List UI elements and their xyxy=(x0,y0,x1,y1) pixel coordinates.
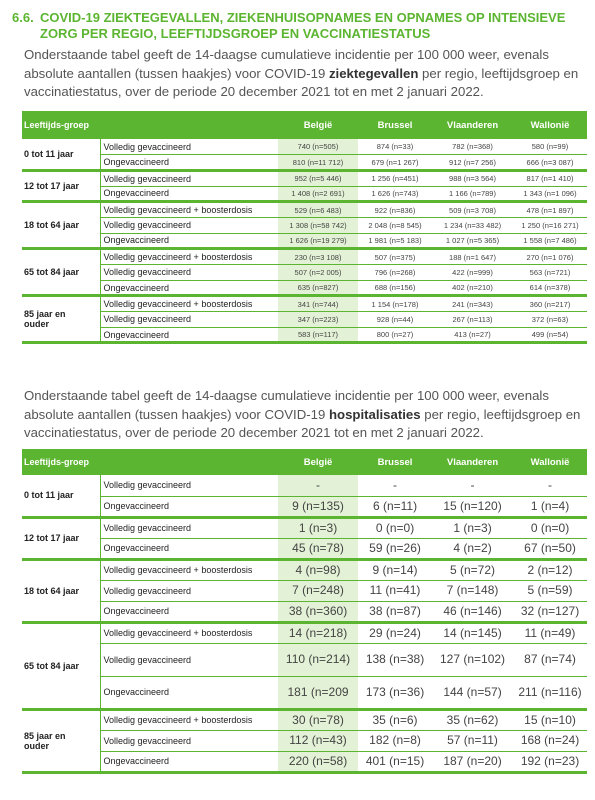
group-label: 85 jaar en ouder xyxy=(22,296,100,343)
table-row xyxy=(22,170,587,186)
status-label: Volledig gevaccineerd + boosterdosis xyxy=(100,202,278,218)
cell-wallonie: 67 (n=50) xyxy=(513,538,587,559)
cell-brussel: 182 (n=8) xyxy=(358,730,432,751)
cell-wallonie: 15 (n=10) xyxy=(513,709,587,730)
cases-intro-text: Onderstaande tabel geeft de 14-daagse cumulatieve incidentie per 100 000 weer, evenals absolute aantallen (tussen haakjes) voor COVID-19 ziektegevallen per regio, leeftijdsgroep en vaccinatiestatus, over de periode 20 december 2021 tot en met 2 januari 2022. xyxy=(24,47,579,99)
cell-wallonie: 666 (n=3 087) xyxy=(513,155,587,171)
cell-belgie: 220 (n=58) xyxy=(278,751,358,772)
cell-wallonie: 478 (n=1 897) xyxy=(513,202,587,218)
table-row xyxy=(22,202,587,218)
status-label: Ongevaccineerd xyxy=(100,601,278,622)
cell-brussel: 9 (n=14) xyxy=(358,559,432,580)
table-row xyxy=(22,296,587,312)
cell-vlaanderen: 15 (n=120) xyxy=(432,496,513,517)
cell-belgie: 38 (n=360) xyxy=(278,601,358,622)
cell-wallonie: 1 343 (n=1 096) xyxy=(513,186,587,202)
cell-wallonie: 614 (n=378) xyxy=(513,280,587,296)
header-group: Leeftijds-groep xyxy=(22,111,278,139)
status-label: Volledig gevaccineerd xyxy=(100,730,278,751)
cell-belgie: 583 (n=117) xyxy=(278,327,358,343)
cell-wallonie: 499 (n=54) xyxy=(513,327,587,343)
table-row xyxy=(22,139,587,155)
cell-belgie: 341 (n=744) xyxy=(278,296,358,312)
cell-wallonie: - xyxy=(513,475,587,496)
cell-vlaanderen: 188 (n=1 647) xyxy=(432,249,513,265)
status-label: Volledig gevaccineerd xyxy=(100,139,278,155)
status-label: Ongevaccineerd xyxy=(100,280,278,296)
cell-brussel: 507 (n=375) xyxy=(358,249,432,265)
cell-belgie: 181 (n=209 xyxy=(278,676,358,709)
cell-belgie: 112 (n=43) xyxy=(278,730,358,751)
status-label: Volledig gevaccineerd xyxy=(100,517,278,538)
cell-vlaanderen: 1 027 (n=5 365) xyxy=(432,233,513,249)
table-row xyxy=(22,559,587,580)
table-row xyxy=(22,622,587,643)
cell-wallonie: 87 (n=74) xyxy=(513,643,587,676)
group-label: 65 tot 84 jaar xyxy=(22,622,100,709)
cell-brussel: 1 981 (n=5 183) xyxy=(358,233,432,249)
cell-wallonie: 0 (n=0) xyxy=(513,517,587,538)
group-label: 85 jaar en ouder xyxy=(22,709,100,772)
cell-brussel: 1 626 (n=743) xyxy=(358,186,432,202)
cases-body xyxy=(22,139,587,343)
cell-belgie: 347 (n=223) xyxy=(278,312,358,328)
cell-vlaanderen: 14 (n=145) xyxy=(432,622,513,643)
cell-wallonie: 11 (n=49) xyxy=(513,622,587,643)
cell-vlaanderen: 35 (n=62) xyxy=(432,709,513,730)
cell-belgie: 1 (n=3) xyxy=(278,517,358,538)
status-label: Volledig gevaccineerd xyxy=(100,217,278,233)
cell-vlaanderen: 1 234 (n=33 482) xyxy=(432,217,513,233)
hospitalisations-body xyxy=(22,475,587,772)
status-label: Volledig gevaccineerd + boosterdosis xyxy=(100,559,278,580)
cell-vlaanderen: 912 (n=7 256) xyxy=(432,155,513,171)
cell-wallonie: 563 (n=721) xyxy=(513,265,587,281)
status-label: Ongevaccineerd xyxy=(100,155,278,171)
group-label: 0 tot 11 jaar xyxy=(22,139,100,170)
cell-vlaanderen: 7 (n=148) xyxy=(432,580,513,601)
header-belgie: België xyxy=(278,449,358,475)
cell-wallonie: 360 (n=217) xyxy=(513,296,587,312)
status-label: Volledig gevaccineerd xyxy=(100,580,278,601)
table-row xyxy=(22,249,587,265)
cell-vlaanderen: - xyxy=(432,475,513,496)
cell-brussel: 11 (n=41) xyxy=(358,580,432,601)
cell-belgie: 1 626 (n=19 279) xyxy=(278,233,358,249)
table-header-row xyxy=(22,111,587,139)
cell-belgie: 1 308 (n=58 742) xyxy=(278,217,358,233)
table-row xyxy=(22,496,587,517)
cell-belgie: 9 (n=135) xyxy=(278,496,358,517)
group-label: 18 tot 64 jaar xyxy=(22,559,100,622)
cell-wallonie: 270 (n=1 076) xyxy=(513,249,587,265)
cases-table xyxy=(22,111,587,344)
status-label: Volledig gevaccineerd xyxy=(100,265,278,281)
status-label: Volledig gevaccineerd + boosterdosis xyxy=(100,622,278,643)
table-row xyxy=(22,280,587,296)
cell-brussel: 2 048 (n=8 545) xyxy=(358,217,432,233)
table-row xyxy=(22,475,587,496)
group-label: 12 tot 17 jaar xyxy=(22,170,100,201)
cell-brussel: 874 (n=33) xyxy=(358,139,432,155)
status-label: Volledig gevaccineerd xyxy=(100,170,278,186)
cell-wallonie: 1 (n=4) xyxy=(513,496,587,517)
status-label: Ongevaccineerd xyxy=(100,751,278,772)
hospitalisations-keyword: hospitalisaties xyxy=(328,406,421,422)
cell-brussel: 35 (n=6) xyxy=(358,709,432,730)
cases-keyword: ziektegevallen xyxy=(328,65,419,81)
cell-wallonie: 1 250 (n=16 271) xyxy=(513,217,587,233)
cell-brussel: 1 154 (n=178) xyxy=(358,296,432,312)
cell-brussel: 1 256 (n=451) xyxy=(358,170,432,186)
cell-belgie: 635 (n=827) xyxy=(278,280,358,296)
group-label: 65 tot 84 jaar xyxy=(22,249,100,296)
cell-vlaanderen: 144 (n=57) xyxy=(432,676,513,709)
status-label: Volledig gevaccineerd xyxy=(100,643,278,676)
cell-wallonie: 168 (n=24) xyxy=(513,730,587,751)
cell-brussel: 796 (n=268) xyxy=(358,265,432,281)
cell-vlaanderen: 5 (n=72) xyxy=(432,559,513,580)
cell-wallonie: 2 (n=12) xyxy=(513,559,587,580)
cell-brussel: 138 (n=38) xyxy=(358,643,432,676)
status-label: Ongevaccineerd xyxy=(100,327,278,343)
table-row xyxy=(22,233,587,249)
cell-belgie: 1 408 (n=2 691) xyxy=(278,186,358,202)
cell-vlaanderen: 413 (n=27) xyxy=(432,327,513,343)
cell-vlaanderen: 509 (n=3 708) xyxy=(432,202,513,218)
status-label: Ongevaccineerd xyxy=(100,186,278,202)
cell-brussel: 29 (n=24) xyxy=(358,622,432,643)
hospitalisations-intro-text: Onderstaande tabel geeft de 14-daagse cumulatieve incidentie per 100 000 weer, evenals absolute aantallen (tussen haakjes) voor COVID-19 hospitalisaties per regio, leeftijdsgroep en vaccinatiestatus, over de periode 20 december 2021 tot en met 2 januari 2022. xyxy=(24,388,581,440)
cell-vlaanderen: 1 166 (n=789) xyxy=(432,186,513,202)
header-vlaanderen: Vlaanderen xyxy=(432,449,513,475)
cell-wallonie: 580 (n=99) xyxy=(513,139,587,155)
table-row xyxy=(22,730,587,751)
status-label: Volledig gevaccineerd xyxy=(100,312,278,328)
cell-brussel: 800 (n=27) xyxy=(358,327,432,343)
cell-wallonie: 817 (n=1 410) xyxy=(513,170,587,186)
status-label: Ongevaccineerd xyxy=(100,233,278,249)
header-vlaanderen: Vlaanderen xyxy=(432,111,513,139)
header-wallonie: Wallonië xyxy=(513,111,587,139)
table-row xyxy=(22,217,587,233)
cell-vlaanderen: 988 (n=3 564) xyxy=(432,170,513,186)
table-row xyxy=(22,709,587,730)
cell-brussel: 38 (n=87) xyxy=(358,601,432,622)
cell-belgie: 4 (n=98) xyxy=(278,559,358,580)
header-brussel: Brussel xyxy=(358,111,432,139)
cell-belgie: 7 (n=248) xyxy=(278,580,358,601)
cell-brussel: - xyxy=(358,475,432,496)
table-row xyxy=(22,751,587,772)
cell-vlaanderen: 402 (n=210) xyxy=(432,280,513,296)
cell-belgie: 30 (n=78) xyxy=(278,709,358,730)
cell-belgie: 110 (n=214) xyxy=(278,643,358,676)
cell-wallonie: 1 558 (n=7 486) xyxy=(513,233,587,249)
cell-brussel: 922 (n=836) xyxy=(358,202,432,218)
table-row xyxy=(22,312,587,328)
cell-brussel: 679 (n=1 267) xyxy=(358,155,432,171)
cell-brussel: 928 (n=44) xyxy=(358,312,432,328)
cell-vlaanderen: 241 (n=343) xyxy=(432,296,513,312)
table-row xyxy=(22,517,587,538)
cell-vlaanderen: 127 (n=102) xyxy=(432,643,513,676)
table-row xyxy=(22,676,587,709)
header-belgie: België xyxy=(278,111,358,139)
status-label: Volledig gevaccineerd xyxy=(100,475,278,496)
cell-brussel: 401 (n=15) xyxy=(358,751,432,772)
table-row xyxy=(22,155,587,171)
table-row xyxy=(22,265,587,281)
status-label: Volledig gevaccineerd + boosterdosis xyxy=(100,709,278,730)
cell-brussel: 688 (n=156) xyxy=(358,280,432,296)
status-label: Ongevaccineerd xyxy=(100,496,278,517)
status-label: Volledig gevaccineerd + boosterdosis xyxy=(100,249,278,265)
cell-wallonie: 372 (n=63) xyxy=(513,312,587,328)
cell-belgie: 952 (n=5 446) xyxy=(278,170,358,186)
cell-belgie: 14 (n=218) xyxy=(278,622,358,643)
table-row xyxy=(22,580,587,601)
status-label: Ongevaccineerd xyxy=(100,538,278,559)
cell-wallonie: 32 (n=127) xyxy=(513,601,587,622)
status-label: Ongevaccineerd xyxy=(100,676,278,709)
cell-brussel: 0 (n=0) xyxy=(358,517,432,538)
table-row xyxy=(22,186,587,202)
cell-wallonie: 192 (n=23) xyxy=(513,751,587,772)
cell-vlaanderen: 267 (n=113) xyxy=(432,312,513,328)
group-label: 12 tot 17 jaar xyxy=(22,517,100,559)
cell-belgie: 507 (n=2 005) xyxy=(278,265,358,281)
hospitalisations-table xyxy=(22,449,587,774)
header-group: Leeftijds-groep xyxy=(22,449,278,475)
cell-brussel: 6 (n=11) xyxy=(358,496,432,517)
cell-belgie: - xyxy=(278,475,358,496)
table-row xyxy=(22,327,587,343)
section-title: COVID-19 ZIEKTEGEVALLEN, ZIEKENHUISOPNAMES EN OPNAMES OP INTENSIEVE ZORG PER REGIO, LEEFTIJDSGROEP EN VACCINATIESTATUS xyxy=(40,10,566,41)
header-wallonie: Wallonië xyxy=(513,449,587,475)
cell-vlaanderen: 4 (n=2) xyxy=(432,538,513,559)
header-brussel: Brussel xyxy=(358,449,432,475)
cell-wallonie: 5 (n=59) xyxy=(513,580,587,601)
table-row xyxy=(22,538,587,559)
cell-vlaanderen: 57 (n=11) xyxy=(432,730,513,751)
cell-belgie: 45 (n=78) xyxy=(278,538,358,559)
cell-vlaanderen: 422 (n=999) xyxy=(432,265,513,281)
group-label: 18 tot 64 jaar xyxy=(22,202,100,249)
cell-belgie: 529 (n=6 483) xyxy=(278,202,358,218)
cell-belgie: 230 (n=3 108) xyxy=(278,249,358,265)
cell-wallonie: 211 (n=116) xyxy=(513,676,587,709)
cell-vlaanderen: 782 (n=368) xyxy=(432,139,513,155)
cell-brussel: 59 (n=26) xyxy=(358,538,432,559)
cell-vlaanderen: 1 (n=3) xyxy=(432,517,513,538)
table-header-row xyxy=(22,449,587,475)
cell-brussel: 173 (n=36) xyxy=(358,676,432,709)
status-label: Volledig gevaccineerd + boosterdosis xyxy=(100,296,278,312)
table-row xyxy=(22,643,587,676)
table-row xyxy=(22,601,587,622)
cell-belgie: 740 (n=505) xyxy=(278,139,358,155)
cell-vlaanderen: 187 (n=20) xyxy=(432,751,513,772)
cell-belgie: 810 (n=11 712) xyxy=(278,155,358,171)
section-number: 6.6. xyxy=(12,10,34,25)
section-heading xyxy=(12,10,587,42)
cell-vlaanderen: 46 (n=146) xyxy=(432,601,513,622)
group-label: 0 tot 11 jaar xyxy=(22,475,100,517)
